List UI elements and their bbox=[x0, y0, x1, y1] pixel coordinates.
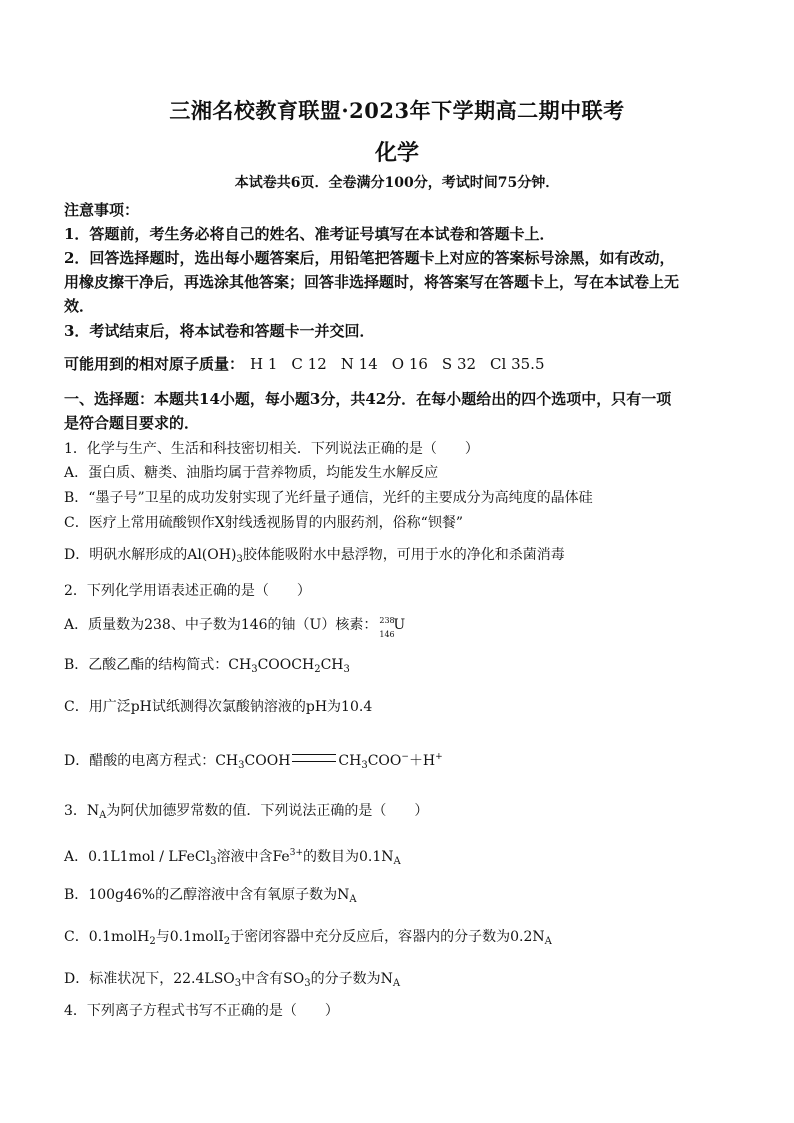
q3-option-c: C．0.1molH$_2$与0.1molI$_2$于密闭容器中充分反应后，容器内的分子数为$0.2N_A$ bbox=[64, 929, 552, 947]
notice-item-2-line-2: 用橡皮擦干净后，再选涂其他答案；回答非选择题时，将答案写在答题卡上，写在本试卷上无 bbox=[64, 273, 680, 291]
q4-stem: 4．下列离子方程式书写不正确的是（ ） bbox=[64, 1003, 339, 1019]
q3-option-d: D．标准状况下，$22.4LSO_3$中含有$SO_3$的分子数为$N_A$ bbox=[64, 971, 401, 989]
notice-item-2-line-1: 2．回答选择题时，选出每小题答案后，用铅笔把答题卡上对应的答案标号涂黑，如有改动， bbox=[64, 249, 675, 267]
mass-c: C 12 bbox=[291, 355, 327, 373]
q1-option-b: B．“墨子号”卫星的成功发射实现了光纤量子通信，光纤的主要成分为高纯度的晶体硅 bbox=[64, 490, 593, 506]
q1-option-a: A．蛋白质、糖类、油脂均属于营养物质，均能发生水解反应 bbox=[64, 465, 439, 481]
section-1-line-1: 一、选择题：本题共14小题，每小题3分，共42分．在每小题给出的四个选项中，只有一项 bbox=[64, 390, 672, 408]
exam-title: 三湘名校教育联盟·2023年下学期高二期中联考 bbox=[169, 98, 625, 123]
subject-title: 化学 bbox=[374, 140, 419, 166]
q1-option-d: D．明矾水解形成的$Al(OH)_3$胶体能吸附水中悬浮物，可用于水的净化和杀菌消毒 bbox=[64, 547, 565, 565]
q3-option-b: B．100g46%的乙醇溶液中含有氧原子数为$N_A$ bbox=[64, 887, 357, 905]
q2-stem: 2．下列化学用语表述正确的是（ ） bbox=[64, 583, 311, 599]
equals-arrow bbox=[292, 754, 336, 762]
mass-o: O 16 bbox=[391, 355, 428, 373]
mass-cl: Cl 35.5 bbox=[490, 355, 545, 373]
notice-item-2-line-3: 效． bbox=[64, 297, 95, 315]
q3-option-a: A．0.1L1mol / LFeCl$_3$溶液中含$Fe^{3+}$的数目为$0.1N_A$ bbox=[64, 848, 401, 867]
q2-option-a: A．质量数为238、中子数为146的铀（U）核素： 238 146 U bbox=[64, 616, 406, 639]
exam-info: 本试卷共6页．全卷满分100分，考试时间75分钟． bbox=[234, 175, 560, 191]
notice-heading: 注意事项： bbox=[64, 201, 140, 219]
q2-option-d: D．醋酸的电离方程式：$CH_3COOH$ $CH_3COO^-+H^+$ bbox=[64, 752, 443, 771]
mass-s: S 32 bbox=[441, 355, 477, 373]
section-1-line-2: 是符合题目要求的． bbox=[64, 414, 200, 432]
notice-item-3: 3．考试结束后，将本试卷和答题卡一并交回． bbox=[64, 322, 375, 340]
mass-n: N 14 bbox=[340, 355, 378, 373]
q3-stem: 3．$N_A$为阿伏加德罗常数的值．下列说法正确的是（ ） bbox=[64, 803, 429, 821]
q2-option-c: C．用广泛pH试纸测得次氯酸钠溶液的pH为10.4 bbox=[64, 699, 373, 715]
atomic-masses bbox=[64, 352, 734, 376]
notice-item-1: 1．答题前，考生务必将自己的姓名、准考证号填写在本试卷和答题卡上． bbox=[64, 225, 555, 243]
nuclide-notation: 238 146 bbox=[379, 616, 395, 639]
atomic-masses-label: 可能用到的相对原子质量： bbox=[64, 355, 245, 373]
mass-h: H 1 bbox=[250, 355, 278, 373]
q2-option-b: B．乙酸乙酯的结构简式：$CH_3COOCH_2CH_3$ bbox=[64, 657, 350, 675]
q1-stem: 1．化学与生产、生活和科技密切相关．下列说法正确的是（ ） bbox=[64, 441, 479, 457]
q1-option-c: C．医疗上常用硫酸钡作X射线透视肠胃的内服药剂，俗称“钡餐” bbox=[64, 515, 463, 531]
